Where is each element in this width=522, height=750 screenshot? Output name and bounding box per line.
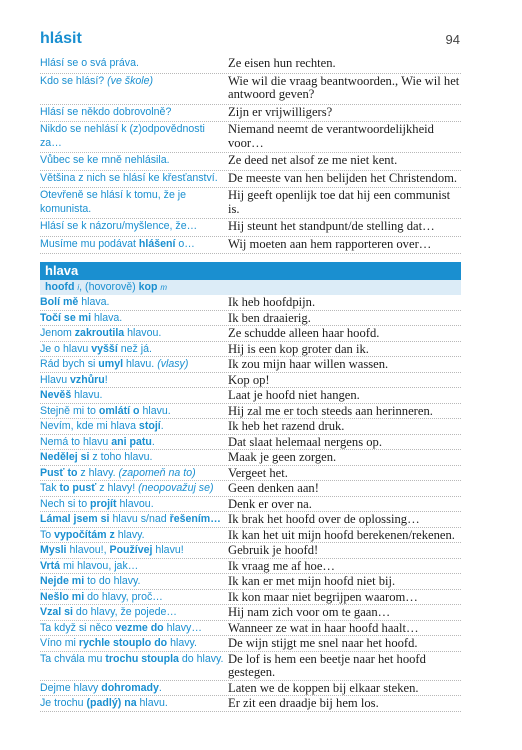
table-row [40,559,461,575]
text-segment: z hlavy! [96,482,139,494]
text-segment: řešením… [169,513,221,525]
table-row [40,419,461,435]
section-subheading [40,280,461,295]
table-row [40,404,461,420]
czech-phrase [40,481,228,496]
czech-phrase [40,74,228,102]
text-segment: (padlý) [86,697,122,709]
text-segment: vypočítám z [54,528,115,541]
text-segment: vezme do [115,621,164,634]
dutch-translation: Zijn er vrijwilligers? [228,104,333,119]
dutch-translation: Wanneer ze wat in haar hoofd haalt… [228,620,419,635]
czech-phrase [40,188,228,216]
text-segment: hlavou!, [66,544,110,556]
table-row [40,450,461,466]
text-segment: Musíme mu podávat [40,237,139,250]
text-segment: (vlasy) [157,358,189,370]
czech-phrase [40,512,228,527]
czech-phrase [40,528,228,543]
czech-phrase [40,559,228,574]
table-row [40,681,461,697]
text-segment: hlavu. [71,389,103,401]
text-segment: hlava. [78,296,110,308]
table-row [40,528,461,544]
dutch-translation: Hij is een kop groter dan ik. [228,341,369,356]
czech-phrase [40,450,228,465]
text-segment: Hlásí se někdo dobrovolně? [40,105,172,118]
table-row [40,74,461,105]
text-segment: Nešlo mi [40,590,85,603]
text-segment: hlavy. [114,528,145,541]
text-segment: . [160,420,164,432]
text-segment: Točí se mi [40,311,92,324]
czech-phrase [40,621,228,636]
text-segment: vzhůru [70,373,105,386]
dutch-translation: Hij nam zich voor om te gaan… [228,605,391,619]
table-row [40,122,461,153]
text-segment: (neopovažuj se) [138,482,214,494]
czech-phrase [40,171,228,186]
table-row [40,590,461,606]
text-segment: Pusť to [40,466,78,479]
text-segment: Vzal si [40,606,73,618]
czech-phrase [40,636,228,651]
dutch-translation: Wij moeten aan hem rapporteren over… [228,236,432,251]
text-segment: na [124,697,137,709]
table-row [40,435,461,451]
dutch-translation: Kop op! [228,372,270,387]
table-row [40,342,461,358]
text-segment: Stejně mi to [40,404,99,417]
table-row [40,652,461,681]
dutch-translation: Geen denken aan! [228,481,319,495]
text-segment: kop [138,281,158,293]
text-segment: hlavu! [152,544,184,556]
czech-phrase [40,543,228,558]
text-segment: z toho hlavu. [89,451,153,463]
dutch-translation: Ze eisen hun rechten. [228,56,336,70]
table-row [40,171,461,189]
table-row [40,56,461,74]
text-segment: to pusť [59,482,97,494]
dutch-translation: De wijn stijgt me snel naar het hoofd. [228,636,418,650]
text-segment: Je o hlavu [40,342,92,355]
table-row [40,497,461,513]
text-segment: stojí [138,420,161,432]
text-segment: Rád bych si [40,358,99,370]
text-segment: do hlavy, že pojede… [72,606,178,618]
table-row [40,512,461,528]
text-segment: i [77,283,80,292]
table-row [40,621,461,637]
dutch-translation: Hij zal me er toch steeds aan herinneren. [228,403,433,418]
section-heading: hlava [40,262,461,280]
text-segment: omlátí o [98,404,140,417]
text-segment: Nedělej si [40,451,90,463]
text-segment: Bolí mě [40,296,79,308]
dutch-translation: De meeste van hen belijden het Christendom. [228,170,458,185]
text-segment: hlášení [138,237,176,250]
czech-phrase [40,404,228,419]
text-segment: než já. [117,342,152,355]
table-row [40,295,461,311]
text-segment: Mysli [40,544,67,556]
table-row [40,466,461,482]
table-row [40,481,461,497]
czech-phrase [40,342,228,357]
czech-phrase [40,357,228,372]
dutch-translation: Ik ben draaierig. [228,310,311,325]
dutch-translation: Wie wil die vraag beantwoorden., Wie wil het antwoord geven? [228,73,460,101]
dutch-translation: Dat slaat helemaal nergens op. [228,434,382,449]
czech-phrase [40,419,228,434]
text-segment: , (hovorově) [79,281,139,293]
dutch-translation: Ik kan het uit mijn hoofd berekenen/rekenen. [228,527,455,542]
text-segment: (zapomeň na to) [118,466,196,479]
table-row [40,188,461,219]
text-segment: Nevím, kde mi hlava [40,420,139,432]
text-segment: To [40,528,55,541]
phrase-table-hlasit [40,56,461,254]
czech-phrase [40,105,228,120]
dutch-translation: De lof is hem een beetje naar het hoofd gestegen. [228,651,426,679]
czech-phrase [40,574,228,589]
dutch-translation: Denk er over na. [228,496,312,511]
dutch-translation: Gebruik je hoofd! [228,543,319,557]
text-segment: Otevřeně se hlásí k tomu, že je komunista. [40,189,187,215]
czech-phrase [40,373,228,388]
text-segment: Nejde mi [40,575,85,587]
dutch-translation: Hij geeft openlijk toe dat hij een communist is. [228,188,451,216]
table-row [40,696,461,712]
czech-phrase [40,435,228,450]
text-segment: hoofd [45,281,75,293]
text-segment: Vrtá [40,559,61,572]
czech-phrase [40,605,228,620]
text-segment: hlavu s/nad [109,513,170,525]
text-segment: Ta když si něco [40,621,116,634]
czech-phrase [40,153,228,168]
text-segment: Je trochu [40,697,87,709]
text-segment: z hlavy. [77,466,119,479]
text-segment: vyšší [91,342,118,355]
dutch-translation: Ik heb het razend druk. [228,419,345,433]
text-segment: Jenom [40,327,75,339]
text-segment: umyl [98,358,124,370]
dutch-translation: Ik kon maar niet begrijpen waarom… [228,589,418,604]
dutch-translation: Maak je geen zorgen. [228,450,337,464]
phrase-table-hlava [40,295,461,712]
table-row [40,543,461,559]
dutch-translation: Ik kan er met mijn hoofd niet bij. [228,574,396,588]
dutch-translation: Laten we de koppen bij elkaar steken. [228,680,419,695]
page-number: 94 [445,32,460,47]
text-segment: to do hlavy. [84,575,141,587]
table-row [40,636,461,652]
text-segment: Používej [109,544,153,556]
text-segment: (ve škole) [107,74,154,87]
text-segment: hlavy… [163,621,202,634]
text-segment: projít [90,497,117,510]
text-segment: rychle stouplo do [78,637,168,649]
text-segment: Tak [40,482,60,494]
text-segment: Ta chvála mu [40,652,106,665]
text-segment: Nemá to hlavu [40,435,112,448]
text-segment: Lámal jsem si [40,513,110,525]
text-segment: Nevěš [40,389,72,401]
czech-phrase [40,295,228,310]
dutch-translation: Ik zou mijn haar willen wassen. [228,357,389,371]
table-row [40,153,461,171]
table-row [40,388,461,404]
text-segment: do hlavy, proč… [84,590,163,603]
text-segment: Vůbec se ke mně nehlásila. [40,154,170,166]
text-segment: hlavu. [123,358,158,370]
table-row [40,373,461,389]
czech-phrase [40,497,228,512]
text-segment: Víno mi [40,637,79,649]
czech-phrase [40,388,228,403]
text-segment: do hlavy. [178,652,224,665]
czech-phrase [40,590,228,605]
czech-phrase [40,237,228,252]
czech-phrase [40,219,228,234]
text-segment: hlava. [91,311,123,324]
text-segment: Hlavu [40,373,71,386]
text-segment: Hlásí se o svá práva. [40,57,139,69]
text-segment: hlavu. [136,697,168,709]
text-segment: Dejme hlavy [40,681,102,694]
czech-phrase [40,681,228,696]
page-title: hlásit [40,30,82,47]
table-row [40,357,461,373]
text-segment: trochu stoupla [105,652,179,665]
dutch-translation: Ze deed net alsof ze me niet kent. [228,153,398,167]
text-segment: ! [104,373,108,386]
table-row [40,219,461,237]
czech-phrase [40,466,228,481]
czech-phrase [40,326,228,341]
table-row [40,311,461,327]
text-segment: Kdo se hlásí? [40,74,108,87]
dutch-translation: Ik brak het hoofd over de oplossing… [228,512,420,526]
czech-phrase [40,652,228,680]
dutch-translation: Hij steunt het standpunt/de stelling dat… [228,219,435,233]
text-segment: hlavou. [116,497,154,510]
czech-phrase [40,696,228,711]
dutch-translation: Laat je hoofd niet hangen. [228,388,360,402]
text-segment: dohromady [101,681,159,694]
czech-phrase [40,122,228,150]
text-segment: Nikdo se nehlásí k (z)odpovědnosti za… [40,123,205,149]
text-segment: o… [175,237,195,250]
text-segment: ani patu [111,435,152,448]
dutch-translation: Vergeet het. [228,465,288,480]
table-row [40,605,461,621]
text-segment: hlavu. [139,404,171,417]
czech-phrase [40,56,228,71]
text-segment: m [160,283,168,292]
table-row [40,105,461,123]
dutch-translation: Ik heb hoofdpijn. [228,295,316,309]
text-segment: hlavou. [124,327,162,339]
dutch-translation: Er zit een draadje bij hem los. [228,696,379,710]
text-segment: mi hlavou, jak… [60,559,139,572]
czech-phrase [40,311,228,326]
text-segment: hlavy. [167,637,197,649]
text-segment: . [158,681,162,694]
text-segment: Nech si to [40,497,91,510]
dutch-translation: Niemand neemt de verantwoordelijkheid voor… [228,122,434,150]
table-row [40,326,461,342]
text-segment: Většina z nich se hlásí ke křesťanství. [40,171,218,184]
text-segment: . [151,435,155,448]
table-row [40,574,461,590]
dutch-translation: Ze schudde alleen haar hoofd. [228,326,380,340]
text-segment: zakroutila [74,327,125,339]
dutch-translation: Ik vraag me af hoe… [228,558,335,573]
table-row [40,237,461,255]
text-segment: Hlásí se k názoru/myšlence, že… [40,220,198,232]
